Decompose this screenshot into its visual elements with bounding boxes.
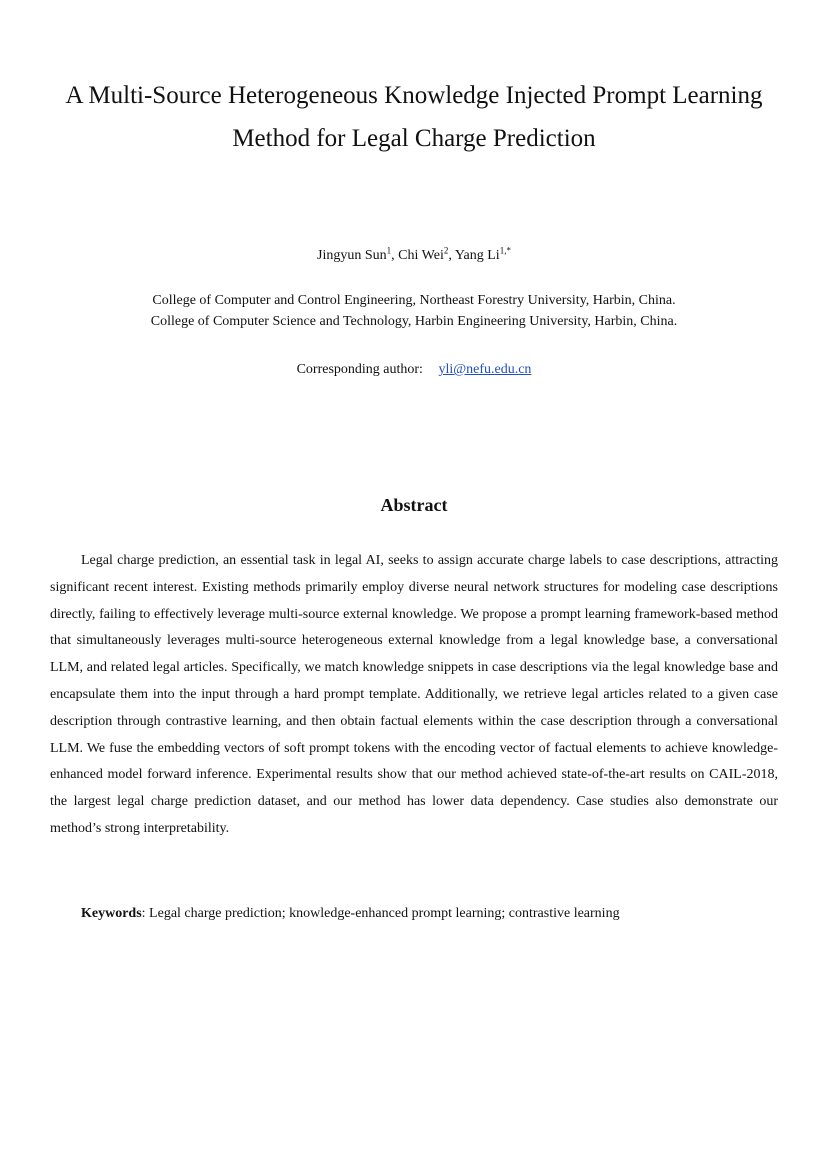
- author-separator: ,: [391, 248, 399, 263]
- corresponding-email-link[interactable]: yli@nefu.edu.cn: [438, 362, 532, 377]
- keywords-line: [81, 903, 781, 925]
- author-name: Jingyun Sun: [317, 248, 387, 263]
- author-name: Yang Li: [454, 248, 500, 263]
- author-list: [0, 246, 828, 266]
- author-affiliation-marker: 1: [386, 245, 392, 256]
- author-name: Chi Wei: [398, 248, 444, 263]
- paper-title: [40, 74, 788, 160]
- abstract-body: Legal charge prediction, an essential task in legal AI, seeks to assign accurate charge labels to case descriptions, attracting significant recent interest. Existing methods primarily employ diverse neural network structures for modeling case descriptions directly, failing to effectively leverage multi-source external knowledge. We propose a prompt learning framework-based method that simultaneously leverages multi-source heterogeneous external knowledge from a legal knowledge base, a conversational LLM, and related legal articles. Specifically, we match knowledge snippets in case descriptions via the legal knowledge base and encapsulate them into the input through a hard prompt template. Additionally, we retrieve legal articles related to a given case description through contrastive learning, and then obtain factual elements within the case description through a conversational LLM. We fuse the embedding vectors of soft prompt tokens with the encoding vector of factual elements to achieve knowledge-enhanced model forward inference. Experimental results show that our method achieved state-of-the-art results on CAIL-2018, the largest legal charge prediction dataset, and our method has lower data dependency. Case studies also demonstrate our method’s strong interpretability.: [50, 553, 778, 836]
- affiliation-line: College of Computer Science and Technology, Harbin Engineering University, Harbin, China.: [150, 314, 678, 329]
- keywords-label: Keywords: [81, 906, 142, 921]
- keywords-text: : Legal charge prediction; knowledge-enhanced prompt learning; contrastive learning: [141, 906, 620, 921]
- paper-title-line-2: Method for Legal Charge Prediction: [232, 125, 596, 152]
- abstract-heading: Abstract: [380, 495, 448, 515]
- paper-title-line-1: A Multi-Source Heterogeneous Knowledge Injected Prompt Learning: [65, 82, 763, 109]
- affiliation-list: [0, 290, 828, 332]
- author-affiliation-marker: 1,*: [499, 245, 511, 256]
- author-separator: ,: [448, 248, 455, 263]
- corresponding-author-label: Corresponding author:: [296, 362, 423, 377]
- affiliation-line: College of Computer and Control Engineering, Northeast Forestry University, Harbin, China.: [152, 293, 676, 308]
- corresponding-author: [0, 360, 828, 380]
- author-affiliation-marker: 2: [443, 245, 449, 256]
